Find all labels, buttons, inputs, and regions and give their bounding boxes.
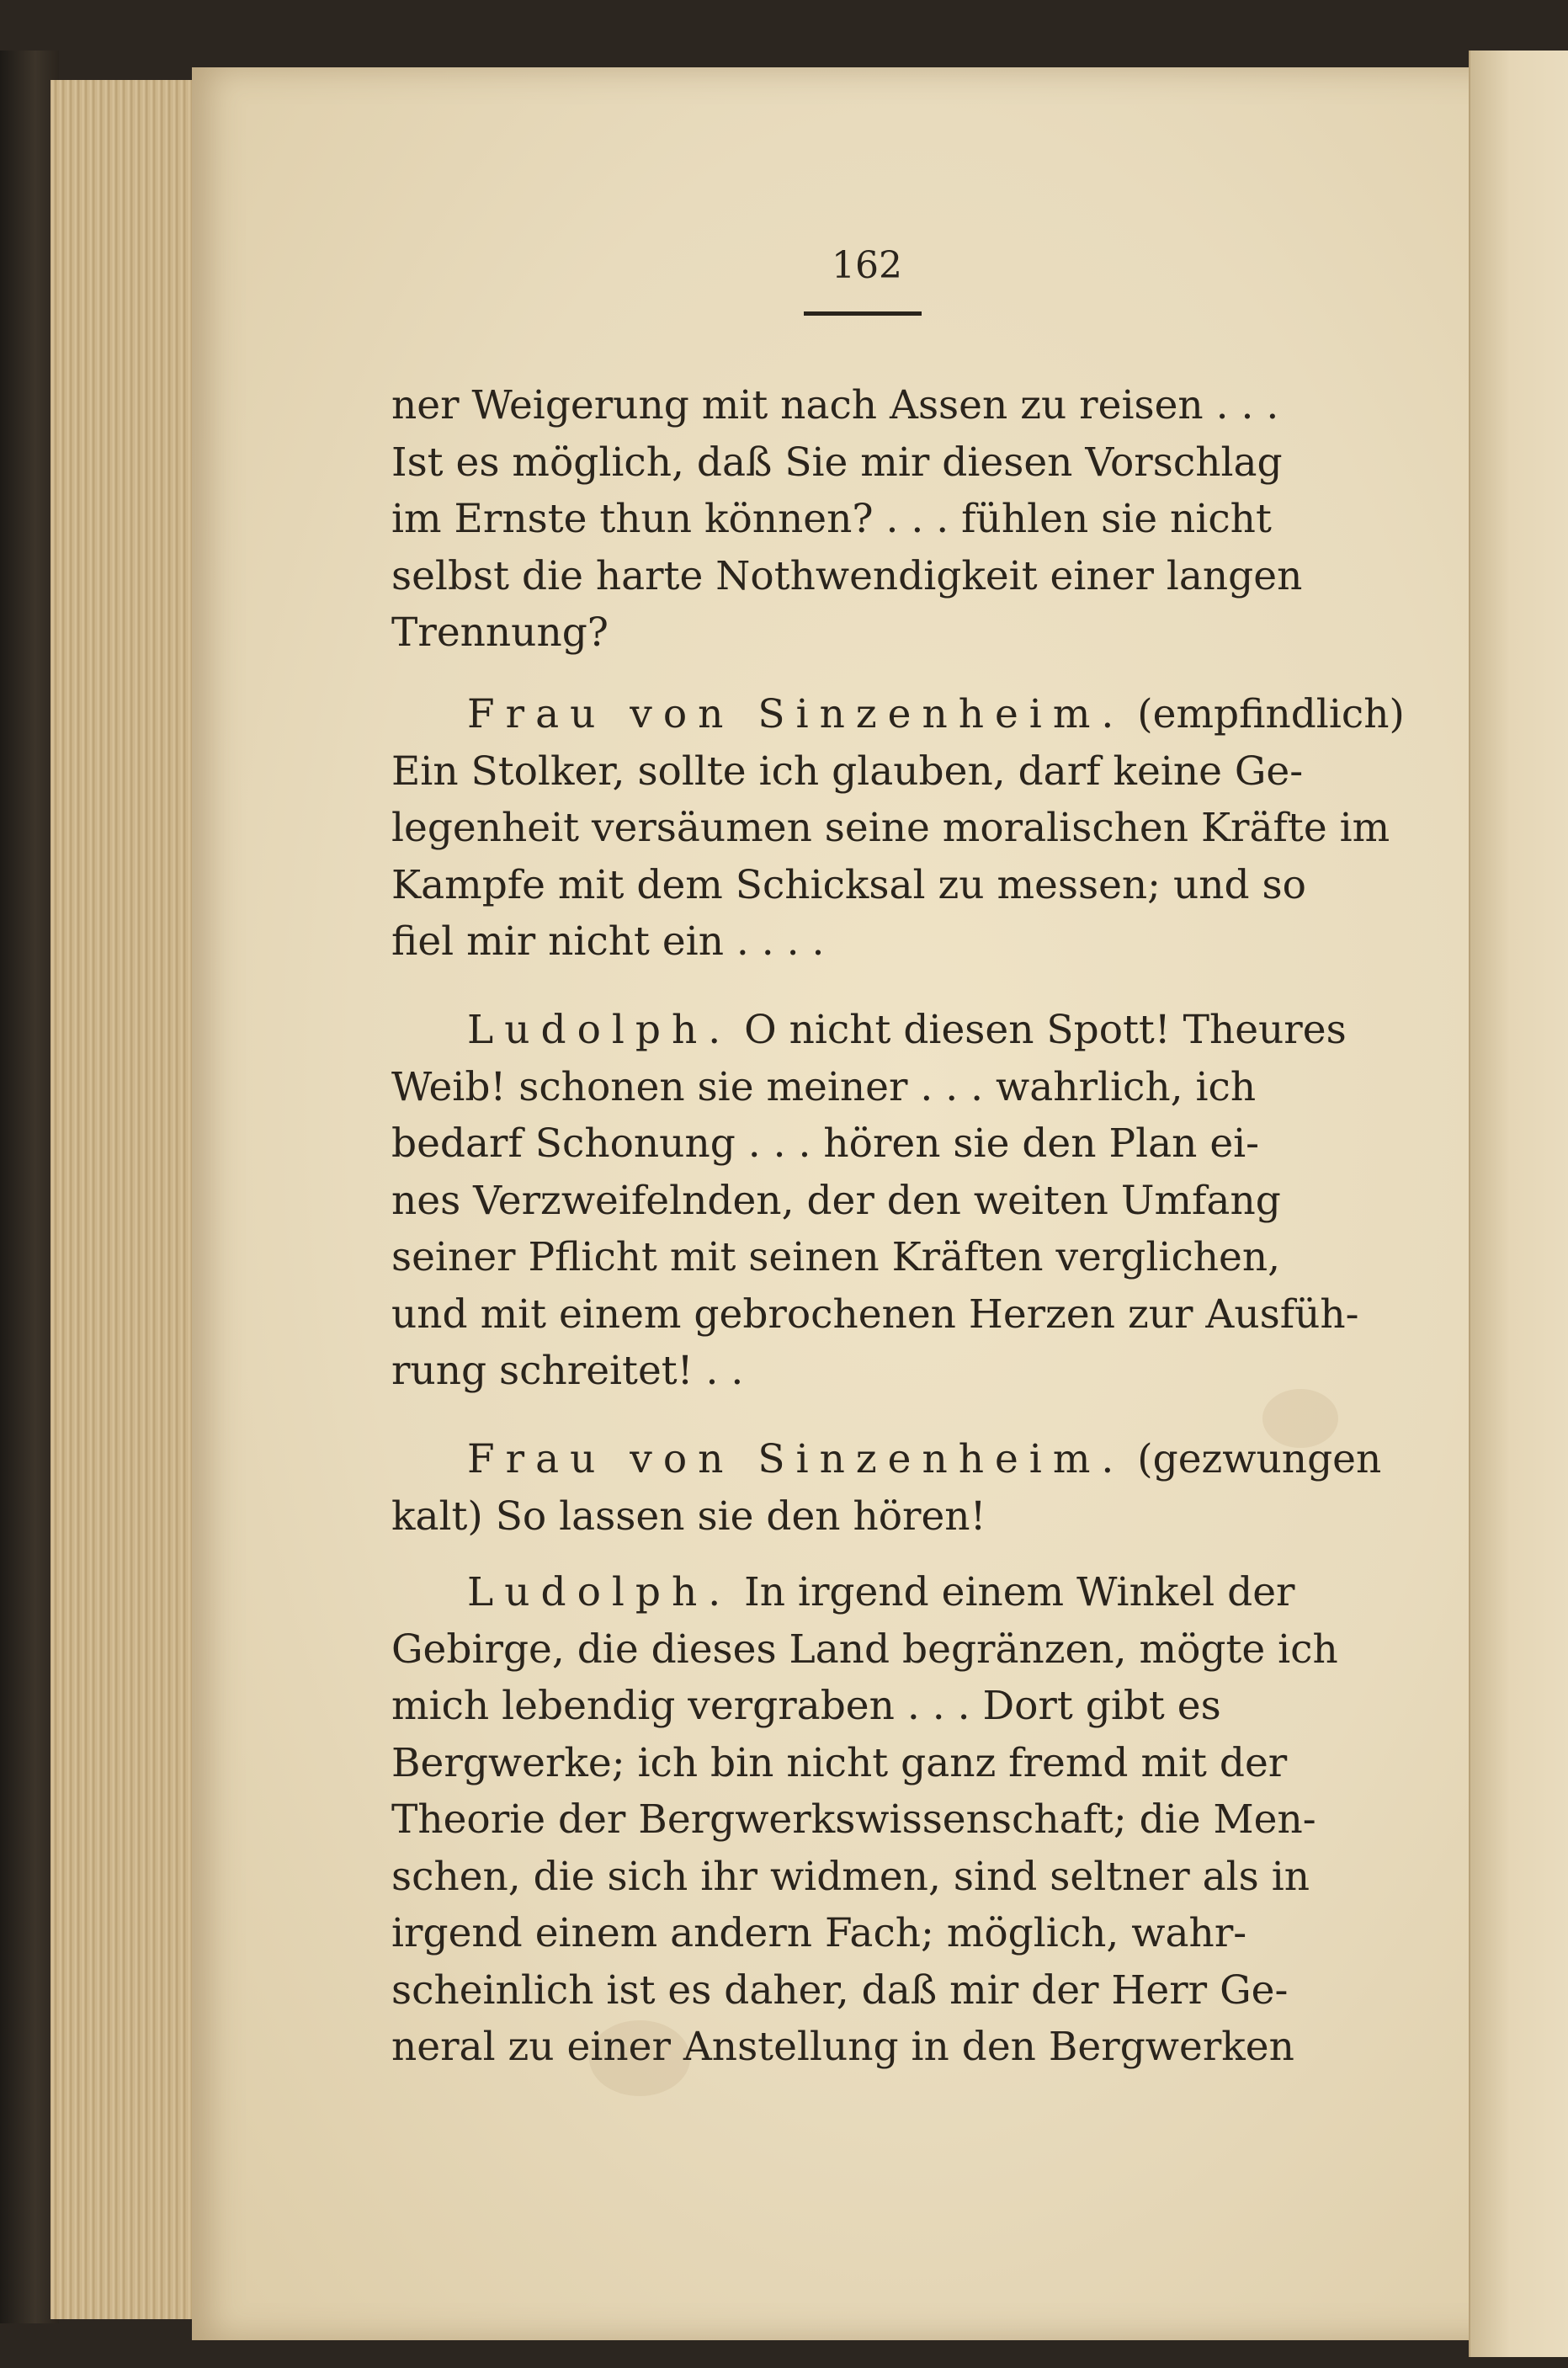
text-line: selbst die harte Nothwendigkeit einer langen xyxy=(391,552,1303,599)
facing-page-edge xyxy=(1469,51,1568,2357)
text-line: Trennung? xyxy=(391,609,609,656)
speaker-name: Frau von Sinzenheim. xyxy=(467,1436,1125,1482)
text-line: ner Weigerung mit nach Assen zu reisen . . . xyxy=(391,382,1279,428)
speech-text: In irgend einem Winkel der xyxy=(744,1569,1295,1615)
text-line: Bergwerke; ich bin nicht ganz fremd mit der xyxy=(391,1739,1288,1786)
paragraph-3 xyxy=(391,1002,1393,1400)
stage-direction: (gezwungen xyxy=(1137,1436,1382,1482)
stage-direction: (empfindlich) xyxy=(1137,691,1405,737)
text-line: Weib! schonen sie meiner . . . wahrlich, ich xyxy=(391,1063,1257,1110)
text-line: rung schreitet! . . xyxy=(391,1348,744,1394)
text-line: Kampfe mit dem Schicksal zu messen; und so xyxy=(391,861,1306,908)
text-line xyxy=(391,1564,1393,1621)
text-line: im Ernste thun können? . . . fühlen sie nicht xyxy=(391,496,1272,542)
paragraph-1 xyxy=(391,377,1393,662)
speaker-name: Ludolph. xyxy=(467,1569,732,1615)
text-line: schen, die sich ihr widmen, sind seltner als in xyxy=(391,1853,1310,1900)
speaker-name: Ludolph. xyxy=(467,1007,732,1053)
text-line: mich lebendig vergraben . . . Dort gibt es xyxy=(391,1683,1221,1729)
speaker-name: Frau von Sinzenheim. xyxy=(467,691,1125,737)
text-line: Theorie der Bergwerkswissenschaft; die Men- xyxy=(391,1796,1316,1843)
text-line: seiner Pflicht mit seinen Kräften verglichen, xyxy=(391,1234,1281,1280)
text-line: kalt) So lassen sie den hören! xyxy=(391,1493,986,1540)
page-number: 162 xyxy=(832,244,902,287)
text-line: fiel mir nicht ein . . . . xyxy=(391,918,825,965)
text-line: neral zu einer Anstellung in den Bergwerken xyxy=(391,2024,1294,2070)
text-line xyxy=(391,1002,1393,1059)
text-line xyxy=(391,1431,1393,1488)
paragraph-4 xyxy=(391,1431,1393,1545)
text-line: irgend einem andern Fach; möglich, wahr- xyxy=(391,1910,1247,1956)
text-line: und mit einem gebrochenen Herzen zur Ausfüh- xyxy=(391,1290,1359,1338)
text-line xyxy=(391,686,1405,743)
page-edges xyxy=(50,80,196,2319)
text-line: legenheit versäumen seine moralischen Kräfte im xyxy=(391,805,1390,851)
paragraph-2 xyxy=(391,686,1405,971)
text-line: nes Verzweifelnden, der den weiten Umfang xyxy=(391,1177,1281,1224)
text-line: scheinlich ist es daher, daß mir der Herr Ge- xyxy=(391,1966,1289,2014)
text-line: Ist es möglich, daß Sie mir diesen Vorschlag xyxy=(391,439,1283,486)
text-line: bedarf Schonung . . . hören sie den Plan ei- xyxy=(391,1120,1260,1167)
paragraph-5 xyxy=(391,1564,1393,2076)
page-number-rule xyxy=(804,311,922,316)
speech-text: O nicht diesen Spott! Theures xyxy=(744,1007,1347,1053)
text-line: Ein Stolker, sollte ich glauben, darf keine Ge- xyxy=(391,748,1304,795)
text-line: Gebirge, die dieses Land begränzen, mögte ich xyxy=(391,1626,1338,1673)
